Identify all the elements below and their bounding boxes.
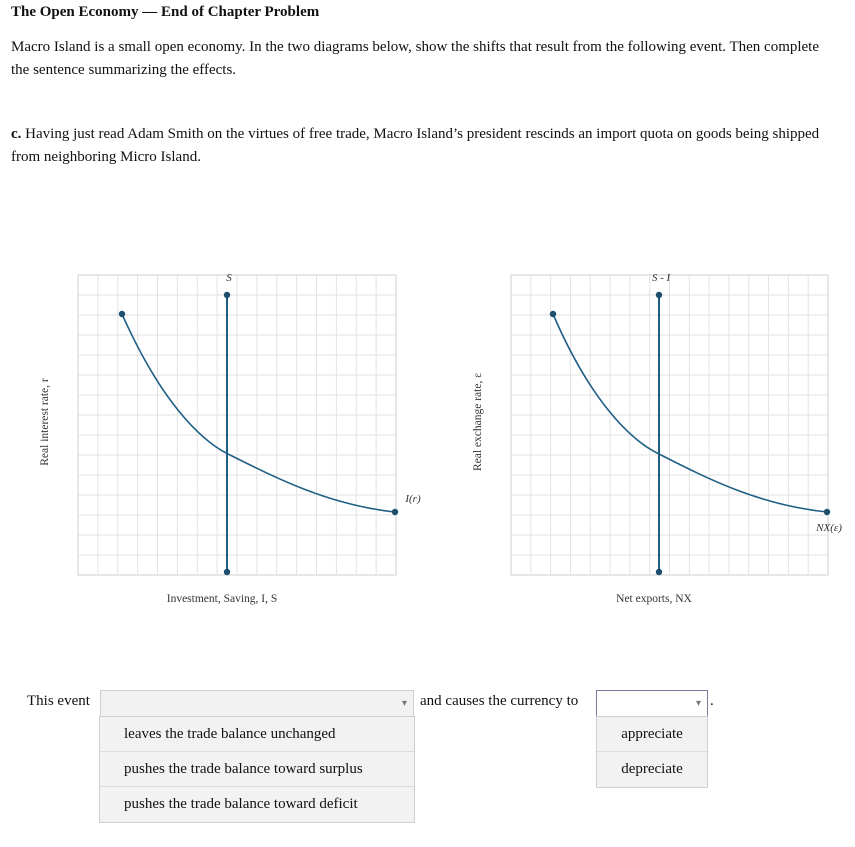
chart2-grid	[511, 275, 828, 575]
saving-line-bottom-handle[interactable]	[224, 569, 230, 575]
trade-balance-option-surplus[interactable]: pushes the trade balance toward surplus	[100, 752, 414, 787]
sentence-suffix: .	[710, 693, 714, 709]
saving-line-top-handle[interactable]	[224, 292, 230, 298]
chevron-down-icon: ▾	[401, 698, 407, 709]
page-title: The Open Economy — End of Chapter Problem	[11, 4, 320, 20]
chart1-grid	[78, 275, 396, 575]
trade-balance-option-deficit[interactable]: pushes the trade balance toward deficit	[124, 796, 358, 812]
sentence-middle: and causes the currency to	[420, 693, 579, 709]
saving-curve-label: S	[226, 272, 232, 284]
chart1-x-axis-label: Investment, Saving, I, S	[166, 593, 278, 605]
question-body: Having just read Adam Smith on the virtues of free trade, Macro Island’s president rescinds an import quota on goods being shipped from neighboring Micro Island.	[11, 126, 820, 165]
trade-balance-dropdown[interactable]	[100, 690, 414, 717]
si-line-top-handle[interactable]	[656, 292, 662, 298]
intro-text: Macro Island is a small open economy. In the two diagrams below, show the shifts that result from the following event. Then complete the sentence summarizing the effects.	[11, 39, 820, 78]
nx-curve-left-handle[interactable]	[550, 311, 556, 317]
trade-balance-option-unchanged[interactable]: leaves the trade balance unchanged	[100, 717, 414, 752]
chart2-y-axis-label: Real exchange rate, ε	[472, 372, 484, 472]
chevron-down-icon: ▾	[695, 698, 701, 709]
investment-demand-curve[interactable]	[122, 314, 395, 512]
nx-curve-right-handle[interactable]	[824, 509, 830, 515]
trade-balance-options	[99, 716, 415, 823]
currency-options	[596, 716, 708, 788]
investment-curve-left-handle[interactable]	[119, 311, 125, 317]
currency-dropdown[interactable]	[596, 690, 708, 717]
sentence-prefix: This event	[27, 693, 90, 709]
chart1-y-axis-label: Real interest rate, r	[39, 378, 51, 466]
currency-option-depreciate[interactable]: depreciate	[621, 761, 683, 777]
si-line-label: S - I	[651, 272, 671, 284]
net-exports-curve[interactable]	[553, 314, 827, 512]
nx-curve-label: NX(ε)	[816, 522, 842, 534]
investment-curve-right-handle[interactable]	[392, 509, 398, 515]
si-line-bottom-handle[interactable]	[656, 569, 662, 575]
chart2-x-axis-label: Net exports, NX	[616, 593, 692, 605]
part-label: c.	[11, 126, 22, 142]
investment-curve-label: I(r)	[405, 493, 421, 505]
currency-option-appreciate[interactable]: appreciate	[597, 717, 707, 752]
